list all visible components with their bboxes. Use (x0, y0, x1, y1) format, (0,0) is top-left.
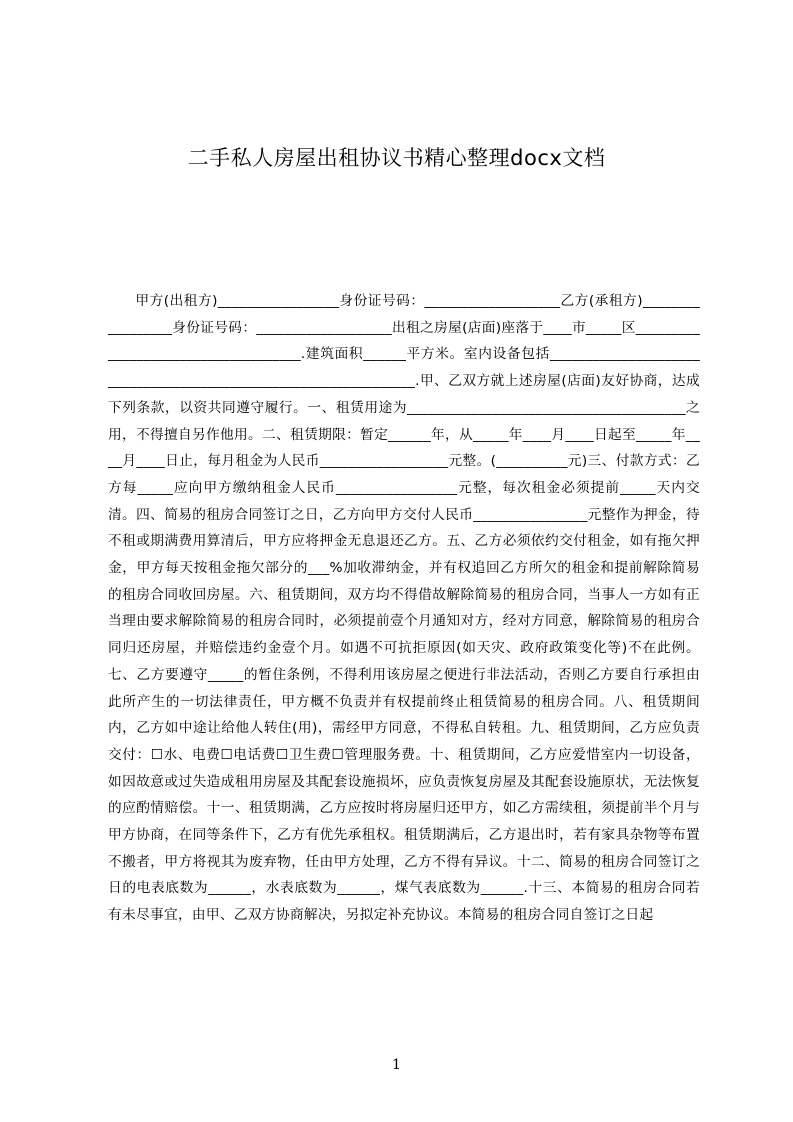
contract-body-text: 甲方(出租方)_________________身份证号码：___________________乙方(承租方)_________________身份证号码：___________________出租之房屋(店面)座落于____市_____区____________________________________.建筑面积______平方米。室内设备包括________________________________________________________________.甲、乙双方就上述房屋(店面)友好协商，达成下列条款，以资共同遵守履行。一、租赁用途为_______________________________________之用，不得擅自另作他用。二、租赁期限：暂定______年，从_____年____月____日起至_____年____月____日止，每月租金为人民币__________________元整。(__________元)三、付款方式：乙方每_____应向甲方缴纳租金人民币_________________元整，每次租金必须提前_____天内交清。四、简易的租房合同签订之日，乙方向甲方交付人民币________________元整作为押金，待不租或期满费用算清后，甲方应将押金无息退还乙方。五、乙方必须依约交付租金，如有拖欠押金，甲方每天按租金拖欠部分的___%加收滞纳金，并有权追回乙方所欠的租金和提前解除简易的租房合同收回房屋。六、租赁期间，双方均不得借故解除简易的租房合同，当事人一方如有正当理由要求解除简易的租房合同时，必须提前壹个月通知对方，经对方同意，解除简易的租房合同归还房屋，并赔偿违约金壹个月。如遇不可抗拒原因(如天灾、政府政策变化等)不在此例。七、乙方要遵守_____的暂住条例，不得利用该房屋之便进行非法活动，否则乙方要自行承担由此所产生的一切法律责任，甲方概不负责并有权提前终止租赁简易的租房合同。八、租赁期间内，乙方如中途让给他人转住(用)，需经甲方同意，不得私自转租。九、租赁期间，乙方应负责交付：☐水、电费☐电话费☐卫生费☐管理服务费。十、租赁期间，乙方应爱惜室内一切设备，如因故意或过失造成租用房屋及其配套设施损坏，应负责恢复房屋及其配套设施原状，无法恢复的应酌情赔偿。十一、租赁期满，乙方应按时将房屋归还甲方，如乙方需续租，须提前半个月与甲方协商，在同等条件下，乙方有优先承租权。租赁期满后，乙方退出时，若有家具杂物等布置不搬者，甲方将视其为废弃物，任由甲方处理，乙方不得有异议。十二、简易的租房合同签订之日的电表底数为______，水表底数为______，煤气表底数为______.十三、本简易的租房合同若有未尽事宜，由甲、乙双方协商解决，另拟定补充协议。本简易的租房合同自签订之日起 (108, 293, 700, 924)
page-number: 1 (392, 1057, 401, 1073)
document-title: 二手私人房屋出租协议书精心整理docx文档 (187, 146, 606, 170)
